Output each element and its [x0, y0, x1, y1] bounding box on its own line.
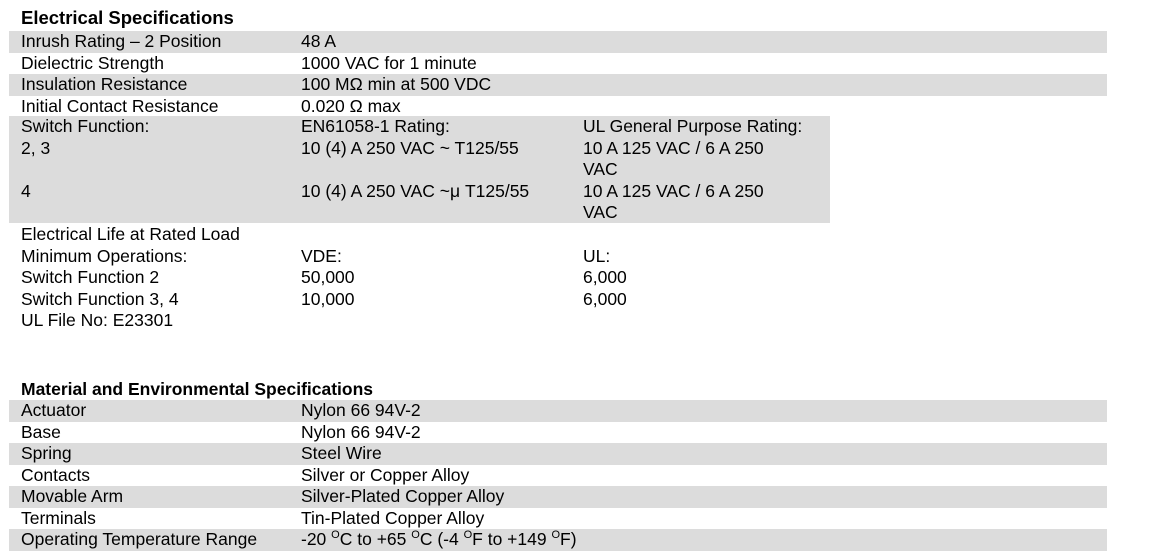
material-label: Base	[21, 421, 61, 442]
material-value: Nylon 66 94V-2	[301, 400, 421, 420]
material-label: Terminals	[21, 507, 96, 528]
vde-header: VDE:	[301, 245, 342, 266]
life-row	[9, 289, 1107, 311]
ul-file-row	[9, 310, 1107, 332]
spec-label: Initial Contact Resistance	[21, 95, 219, 116]
temp-text: C (-4	[419, 529, 459, 549]
ul-header: UL:	[583, 245, 611, 266]
en-rating-header: EN61058-1 Rating:	[301, 116, 450, 136]
material-value: Nylon 66 94V-2	[301, 421, 421, 442]
temp-text: F to +149	[472, 529, 547, 549]
spec-value: 100 MΩ min at 500 VDC	[301, 74, 492, 94]
life-label: Switch Function 3, 4	[21, 288, 179, 309]
degree-mark: O	[463, 529, 473, 541]
material-row	[9, 529, 1107, 551]
switch-function-cell: 2, 3	[21, 137, 51, 158]
min-operations-header: Minimum Operations:	[21, 245, 188, 266]
life-title: Electrical Life at Rated Load	[21, 224, 240, 244]
material-value: Silver or Copper Alloy	[301, 464, 470, 485]
material-value: Silver-Plated Copper Alloy	[301, 486, 505, 506]
ul-rating-cell: 10 A 125 VAC / 6 A 250 VAC	[583, 137, 764, 179]
material-label: Operating Temperature Range	[21, 529, 258, 549]
switch-function-header: Switch Function:	[21, 116, 150, 136]
material-label: Actuator	[21, 400, 87, 420]
ul-file-number: UL File No: E23301	[21, 310, 174, 330]
material-row	[9, 486, 1107, 508]
life-row	[9, 267, 1107, 289]
ul-value: 6,000	[583, 288, 627, 309]
spec-value: 1000 VAC for 1 minute	[301, 52, 477, 73]
vde-value: 50,000	[301, 267, 355, 287]
material-label: Movable Arm	[21, 486, 124, 506]
spec-value: 0.020 Ω max	[301, 95, 401, 116]
degree-mark: O	[331, 529, 340, 541]
en-rating-cell: 10 (4) A 250 VAC ~ T125/55	[301, 137, 519, 158]
material-value: Tin-Plated Copper Alloy	[301, 507, 485, 528]
spec-value: 48 A	[301, 31, 337, 51]
material-row	[9, 400, 1107, 422]
vde-value: 10,000	[301, 288, 355, 309]
spec-label: Inrush Rating – 2 Position	[21, 31, 222, 51]
en-rating-cell: 10 (4) A 250 VAC ~μ T125/55	[301, 180, 530, 201]
switch-function-table	[9, 116, 1107, 223]
material-label: Contacts	[21, 464, 91, 485]
temperature-range-value	[301, 529, 577, 551]
life-header-row	[9, 246, 1107, 268]
spec-row	[9, 53, 1107, 75]
spec-row	[9, 96, 1107, 118]
material-label: Spring	[21, 443, 72, 463]
temp-text: F)	[560, 529, 577, 549]
life-title-row	[9, 224, 1107, 246]
degree-mark: O	[551, 529, 561, 541]
ul-value: 6,000	[583, 267, 627, 287]
material-row	[9, 443, 1107, 465]
ul-rating-cell: 10 A 125 VAC / 6 A 250 VAC	[583, 180, 764, 222]
temp-text: C to +65	[339, 529, 407, 549]
material-specs-title: Material and Environmental Specifications	[21, 379, 374, 399]
spec-row	[9, 74, 1107, 96]
spec-label: Dielectric Strength	[21, 52, 164, 73]
electrical-specs-title: Electrical Specifications	[21, 7, 234, 28]
material-value: Steel Wire	[301, 443, 382, 463]
material-row	[9, 508, 1107, 530]
spec-label: Insulation Resistance	[21, 74, 188, 94]
temp-text: -20	[301, 529, 327, 549]
degree-mark: O	[411, 529, 420, 541]
material-row	[9, 465, 1107, 487]
material-row	[9, 422, 1107, 444]
life-label: Switch Function 2	[21, 267, 160, 287]
switch-function-cell: 4	[21, 180, 31, 201]
spec-row	[9, 31, 1107, 53]
ul-rating-header: UL General Purpose Rating:	[583, 116, 803, 136]
